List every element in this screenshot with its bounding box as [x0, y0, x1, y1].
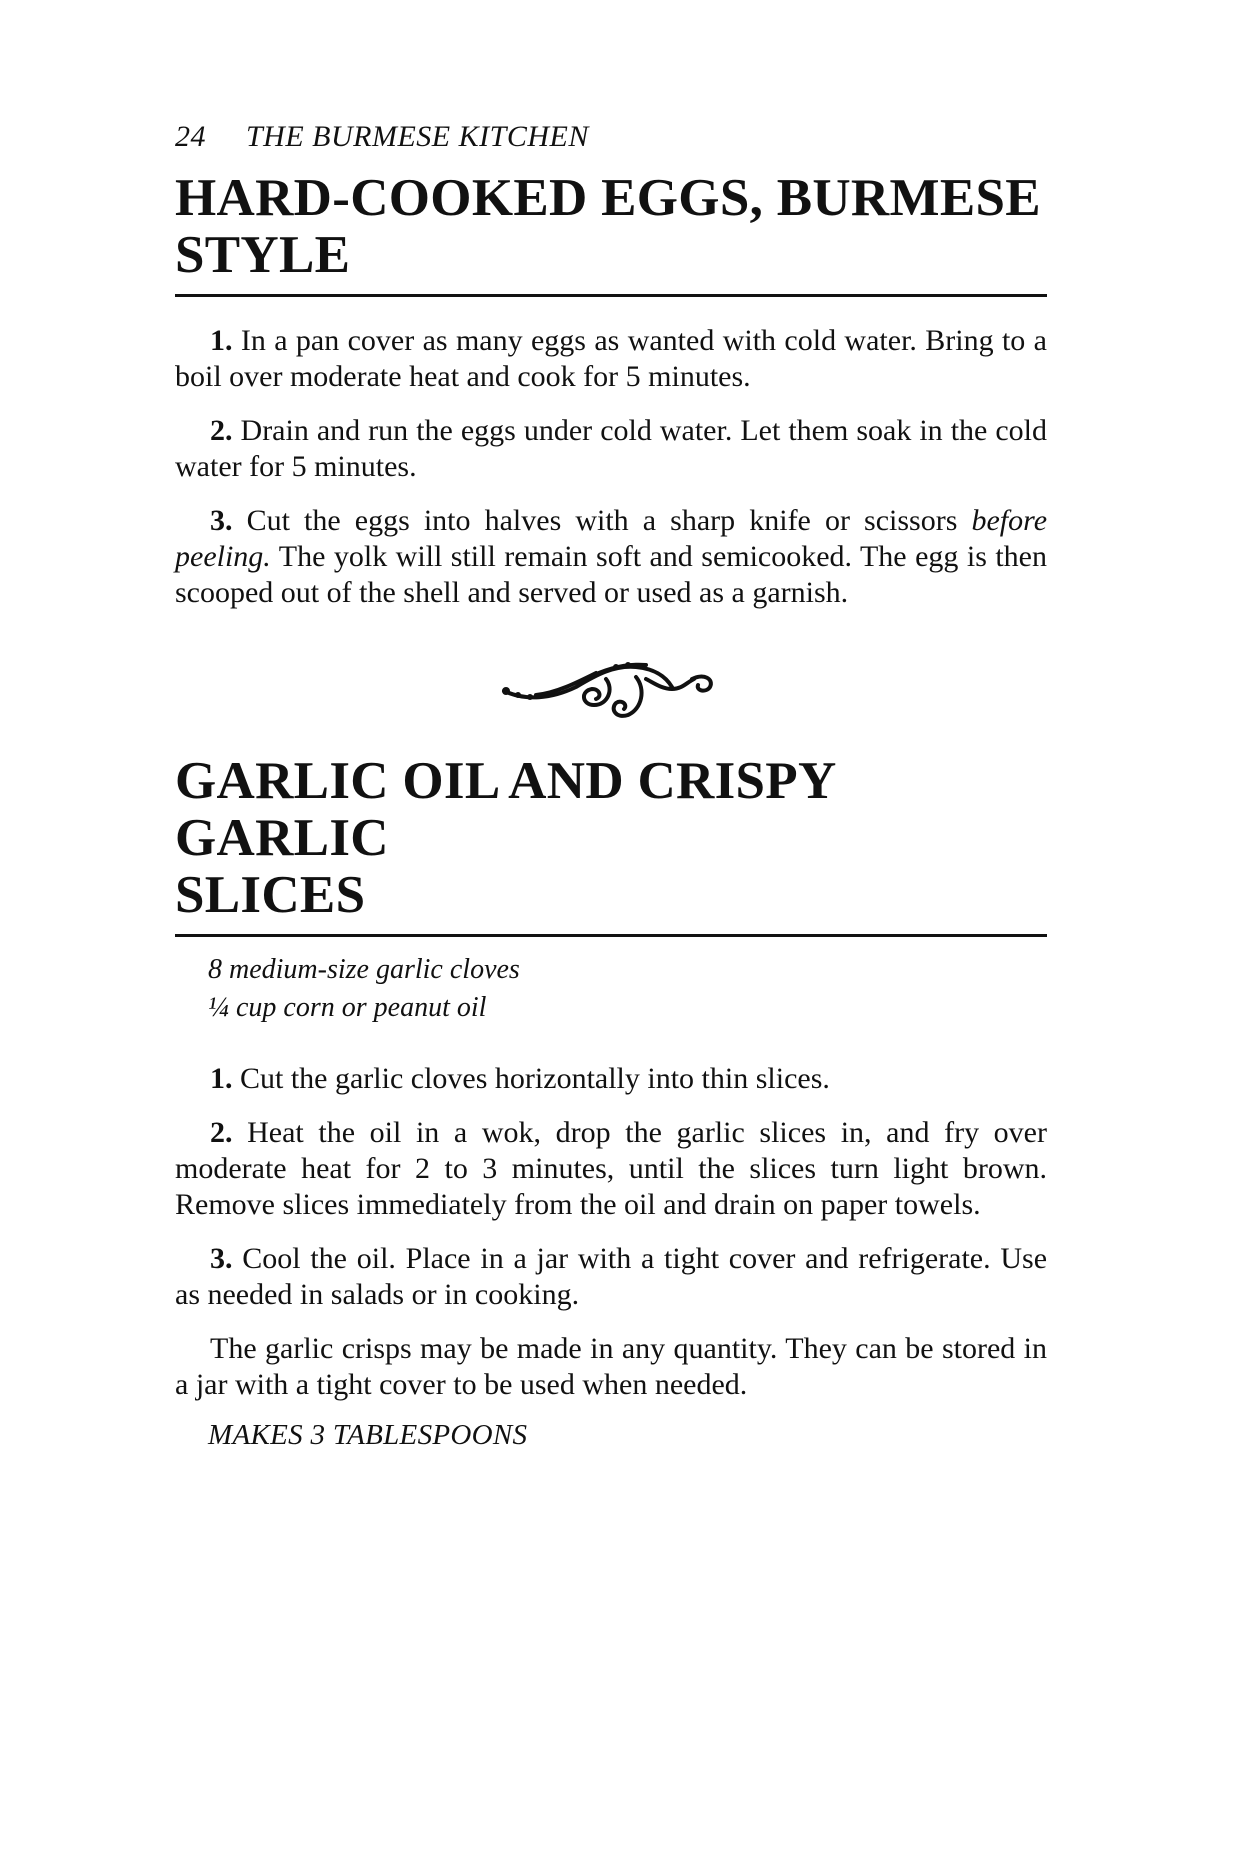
- step-number: 3.: [210, 504, 233, 537]
- title-rule: [175, 294, 1047, 297]
- step-emphasis: before peeling.: [175, 504, 1048, 573]
- step-number: 1.: [210, 324, 233, 357]
- step-text: Cool the oil. Place in a jar with a tight cover and refrigerate. Use as needed in salads or in cooking.: [175, 1242, 1048, 1311]
- recipe-garlic-oil: [175, 753, 1047, 1452]
- step-number: 2.: [210, 1116, 233, 1149]
- recipe-title: [175, 753, 1047, 924]
- book-page: [175, 120, 1047, 1452]
- running-head: [175, 120, 1047, 164]
- step-text-continued: The yolk will still remain soft and semicooked. The egg is then scooped out of the shell and served or used as a garnish.: [175, 540, 1047, 609]
- recipe-title: [175, 170, 1047, 284]
- page-number: 24: [175, 120, 206, 153]
- step-number: 1.: [210, 1062, 233, 1095]
- ingredient-item: ¼ cup corn or peanut oil: [208, 992, 487, 1023]
- step-1: [175, 323, 1047, 395]
- step-3: [175, 1241, 1047, 1313]
- ornament: [175, 649, 1047, 739]
- ingredient-list: [208, 951, 1047, 1027]
- step-text: Cut the garlic cloves horizontally into thin slices.: [240, 1062, 830, 1095]
- step-text: Drain and run the eggs under cold water. Let them soak in the cold water for 5 minutes.: [175, 414, 1048, 483]
- step-text: In a pan cover as many eggs as wanted with cold water. Bring to a boil over moderate heat and cook for 5 minutes.: [175, 324, 1047, 393]
- step-2: [175, 1115, 1047, 1223]
- step-number: 3.: [210, 1242, 233, 1275]
- step-text: Cut the eggs into halves with a sharp knife or scissors: [246, 504, 958, 537]
- step-text: Heat the oil in a wok, drop the garlic slices in, and fry over moderate heat for 2 to 3 minutes, until the slices turn light brown. Remove slices immediately from the oil and drain on paper towels.: [175, 1116, 1047, 1221]
- ingredient-item: 8 medium-size garlic cloves: [208, 954, 520, 985]
- step-1: [175, 1061, 1047, 1097]
- recipe-title-line-2: SLICES: [175, 866, 366, 924]
- recipe-title-line-2: STYLE: [175, 226, 351, 284]
- step-number: 2.: [210, 414, 233, 447]
- decorative-flourish-icon: [496, 649, 726, 739]
- recipe-hard-cooked-eggs: [175, 170, 1047, 611]
- recipe-title-line-1: HARD-COOKED EGGS, BURMESE: [175, 169, 1041, 227]
- recipe-yield: MAKES 3 TABLESPOONS: [208, 1419, 528, 1451]
- title-rule: [175, 934, 1047, 937]
- recipe-title-line-1: GARLIC OIL AND CRISPY GARLIC: [175, 752, 835, 867]
- step-3: [175, 503, 1047, 611]
- step-2: [175, 413, 1047, 485]
- book-title: THE BURMESE KITCHEN: [246, 120, 589, 153]
- recipe-note: The garlic crisps may be made in any quantity. They can be stored in a jar with a tight cover to be used when needed.: [175, 1332, 1047, 1401]
